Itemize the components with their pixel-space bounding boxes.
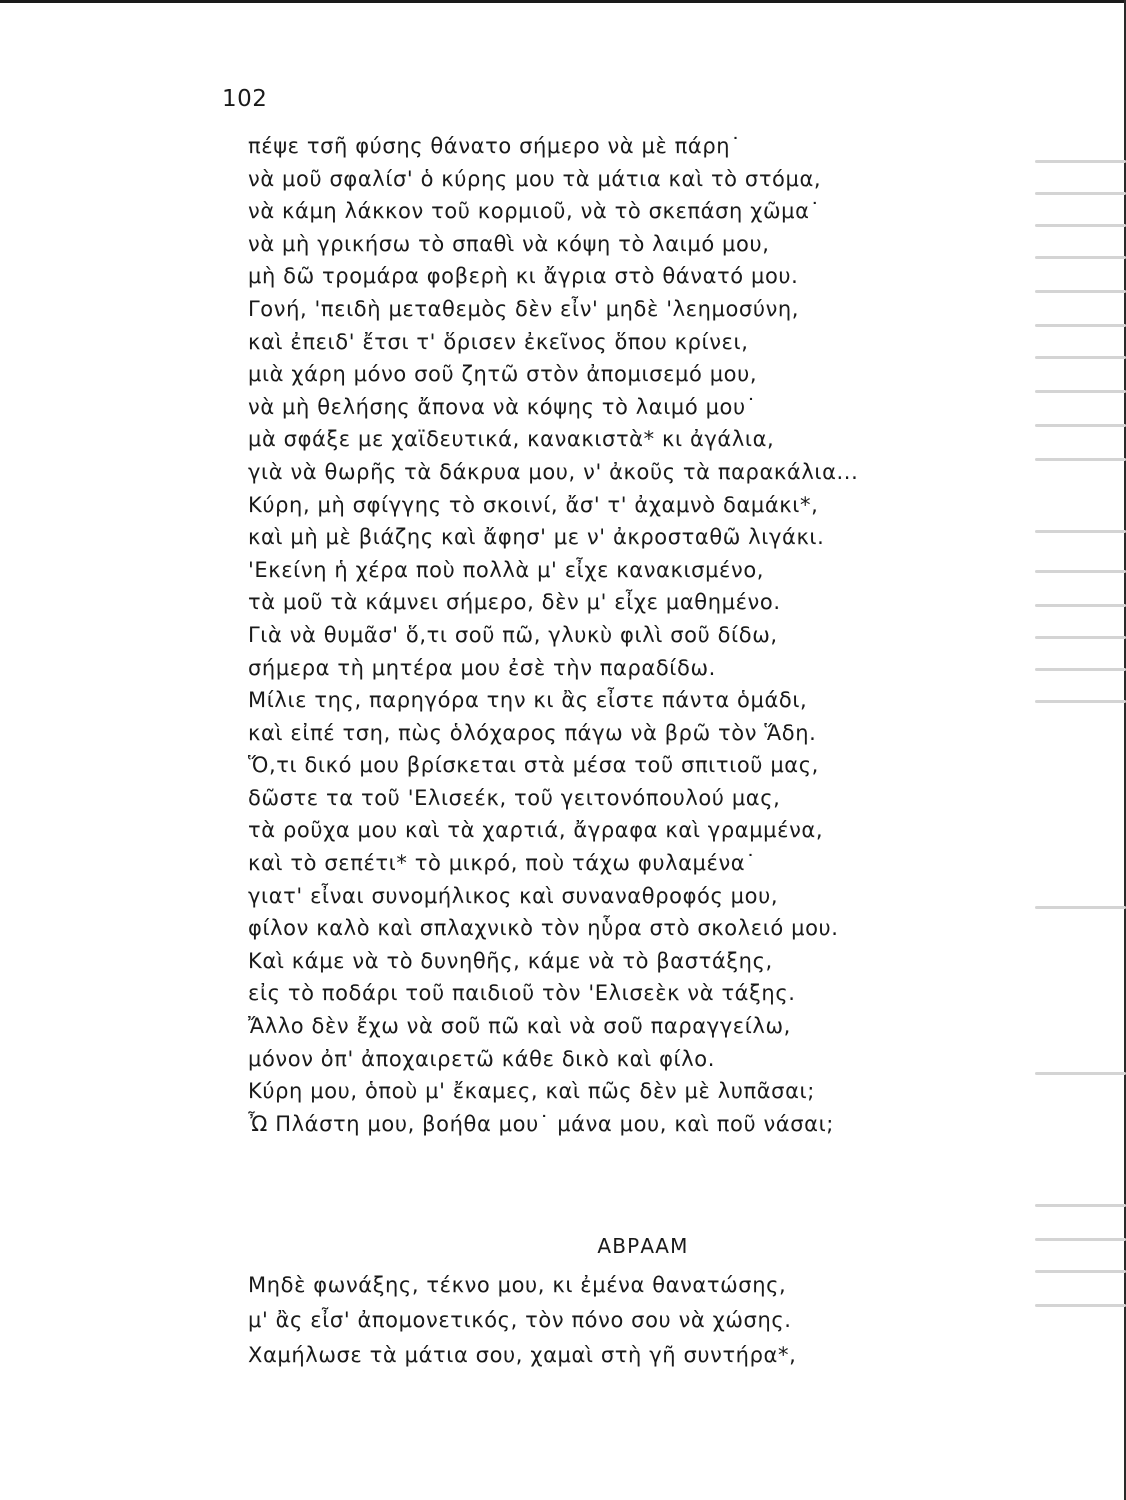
verse-line: τὰ μοῦ τὰ κάμνει σήμερο, δὲν μ' εἶχε μαθημένο. xyxy=(248,590,781,615)
show-through-mark xyxy=(1035,636,1126,639)
page-top-edge xyxy=(0,0,1126,3)
verse-line: Καὶ κάμε νὰ τὸ δυνηθῆς, κάμε νὰ τὸ βαστάξης, xyxy=(248,948,773,973)
verse-line: Μίλιε της, παρηγόρα την κι ἂς εἶστε πάντα ὁμάδι, xyxy=(248,688,808,713)
verse-line: Μηδὲ φωνάξης, τέκνο μου, κι ἐμένα θανατώσης, xyxy=(248,1273,787,1297)
page-number: 102 xyxy=(222,86,268,112)
verse-line: μιὰ χάρη μόνο σοῦ ζητῶ στὸν ἀπομισεμό μου, xyxy=(248,362,758,387)
verse-line: δῶστε τα τοῦ 'Ελισεέκ, τοῦ γειτονόπουλού μας, xyxy=(248,785,781,810)
verse-line: νὰ μὴ γρικήσω τὸ σπαθὶ νὰ κόψη τὸ λαιμό μου, xyxy=(248,231,770,256)
verse-line: Γονή, 'πειδὴ μεταθεμὸς δὲν εἶν' μηδὲ 'λεημοσύνη, xyxy=(248,296,800,321)
speaker-verses xyxy=(248,1268,1048,1373)
verse-line: Κύρη, μὴ σφίγγης τὸ σκοινί, ἄσ' τ' ἀχαμνὸ δαμάκι*, xyxy=(248,492,819,517)
verse-line: τὰ ροῦχα μου καὶ τὰ χαρτιά, ἄγραφα καὶ γραμμένα, xyxy=(248,818,824,843)
verse-line: Ἄλλο δὲν ἔχω νὰ σοῦ πῶ καὶ νὰ σοῦ παραγγείλω, xyxy=(248,1014,791,1039)
verse-line: νὰ κάμη λάκκον τοῦ κορμιοῦ, νὰ τὸ σκεπάση χῶμα˙ xyxy=(248,199,821,224)
verse-line: Χαμήλωσε τὰ μάτια σου, χαμαὶ στὴ γῆ συντήρα*, xyxy=(248,1343,797,1367)
speaker-heading: ΑΒΡΑΑΜ xyxy=(597,1234,689,1258)
verse-line: καὶ ἐπειδ' ἔτσι τ' ὅρισεν ἐκεῖνος ὅπου κρίνει, xyxy=(248,329,749,354)
show-through-mark xyxy=(1035,906,1126,909)
show-through-mark xyxy=(1035,604,1126,607)
show-through-mark xyxy=(1035,458,1126,461)
show-through-mark xyxy=(1035,570,1126,573)
verse-line: γιὰ νὰ θωρῆς τὰ δάκρυα μου, ν' ἀκοῦς τὰ παρακάλια... xyxy=(248,459,859,484)
verse-line: νὰ μὴ θελήσης ἄπονα νὰ κόψης τὸ λαιμό μου˙ xyxy=(248,394,757,419)
show-through-mark xyxy=(1035,290,1126,293)
show-through-mark xyxy=(1035,424,1126,427)
show-through-mark xyxy=(1035,668,1126,671)
verse-line: Ὅ,τι δικό μου βρίσκεται στὰ μέσα τοῦ σπιτιοῦ μας, xyxy=(248,753,819,778)
verse-line: πέψε τσῆ φύσης θάνατο σήμερο νὰ μὲ πάρη˙ xyxy=(248,134,742,158)
verse-line: Γιὰ νὰ θυμᾶσ' ὅ,τι σοῦ πῶ, γλυκὺ φιλὶ σοῦ δίδω, xyxy=(248,622,778,647)
show-through-mark xyxy=(1035,530,1126,533)
verse-line: γιατ' εἶναι συνομήλικος καὶ συναναθροφός μου, xyxy=(248,883,779,908)
verse-line: σήμερα τὴ μητέρα μου ἐσὲ τὴν παραδίδω. xyxy=(248,655,716,680)
verse-line: μὴ δῶ τρομάρα φοβερὴ κι ἄγρια στὸ θάνατό μου. xyxy=(248,264,799,289)
verse-line: Ὦ Πλάστη μου, βοήθα μου˙ μάνα μου, καὶ ποῦ νάσαι; xyxy=(248,1111,834,1136)
verse-line: νὰ μοῦ σφαλίσ' ὁ κύρης μου τὰ μάτια καὶ τὸ στόμα, xyxy=(248,166,822,191)
verse-line: καὶ εἰπέ τση, πὼς ὁλόχαρος πάγω νὰ βρῶ τὸν Ἅδη. xyxy=(248,720,817,745)
verse-line: φίλον καλὸ καὶ σπλαχνικὸ τὸν ηὗρα στὸ σκολειό μου. xyxy=(248,916,839,941)
verse-line: Κύρη μου, ὁποὺ μ' ἔκαμες, καὶ πῶς δὲν μὲ λυπᾶσαι; xyxy=(248,1079,815,1104)
verse-line: μὰ σφάξε με χαϊδευτικά, κανακιστὰ* κι ἀγάλια, xyxy=(248,427,775,452)
show-through-mark xyxy=(1035,192,1126,195)
verse-line: καὶ τὸ σεπέτι* τὸ μικρό, ποὺ τάχω φυλαμένα˙ xyxy=(248,851,757,876)
show-through-mark xyxy=(1035,700,1126,703)
show-through-mark xyxy=(1035,1072,1126,1075)
show-through-mark xyxy=(1035,1270,1126,1273)
verse-line: μ' ἂς εἶσ' ἀπομονετικός, τὸν πόνο σου νὰ χώσης. xyxy=(248,1308,792,1332)
verse-line: μόνον ὀπ' ἀποχαιρετῶ κάθε δικὸ καὶ φίλο. xyxy=(248,1046,715,1071)
show-through-mark xyxy=(1035,324,1126,327)
show-through-mark xyxy=(1035,256,1126,259)
poem-verses xyxy=(248,130,1048,1140)
show-through-mark xyxy=(1035,224,1126,227)
verse-line: καὶ μὴ μὲ βιάζης καὶ ἄφησ' με ν' ἀκροσταθῶ λιγάκι. xyxy=(248,525,825,550)
show-through-mark xyxy=(1035,390,1126,393)
show-through-mark xyxy=(1035,160,1126,163)
show-through-mark xyxy=(1035,356,1126,359)
show-through-mark xyxy=(1035,1304,1126,1307)
verse-line: εἰς τὸ ποδάρι τοῦ παιδιοῦ τὸν 'Ελισεὲκ νὰ τάξης. xyxy=(248,981,796,1006)
show-through-mark xyxy=(1035,1204,1126,1207)
verse-line: 'Εκείνη ἡ χέρα ποὺ πολλὰ μ' εἶχε κανακισμένο, xyxy=(248,557,765,582)
